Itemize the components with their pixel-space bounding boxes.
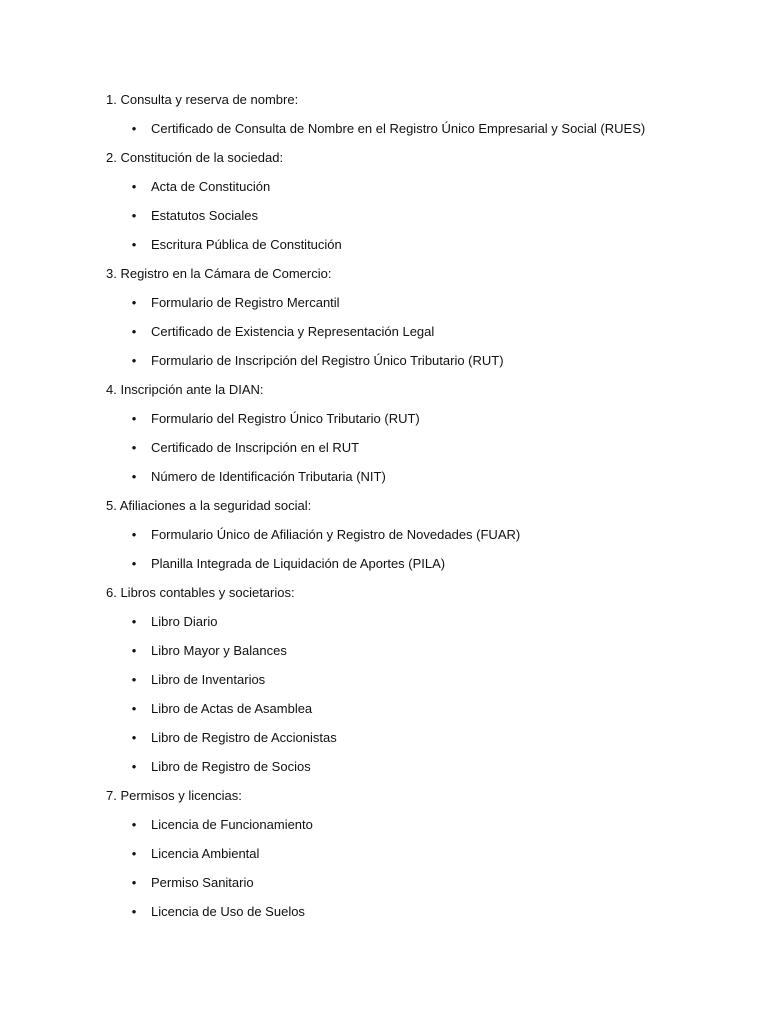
list-item <box>106 437 746 459</box>
list-item <box>106 205 746 227</box>
list-item-text: Planilla Integrada de Liquidación de Aportes (PILA) <box>151 556 446 571</box>
list-item <box>106 466 746 488</box>
section-list <box>106 611 746 778</box>
list-item <box>106 727 746 749</box>
section-heading: 3. Registro en la Cámara de Comercio: <box>106 266 332 281</box>
list-item-text: Libro de Actas de Asamblea <box>151 701 313 716</box>
list-item-text: Libro de Registro de Socios <box>151 759 311 774</box>
list-item <box>106 640 746 662</box>
list-item-text: Formulario Único de Afiliación y Registro de Novedades (FUAR) <box>151 527 521 542</box>
document-body <box>106 89 746 930</box>
list-item-text: Formulario del Registro Único Tributario (RUT) <box>151 411 420 426</box>
section-list <box>106 524 746 575</box>
section-heading: 2. Constitución de la sociedad: <box>106 150 284 165</box>
list-item <box>106 321 746 343</box>
list-item <box>106 814 746 836</box>
bullet-icon: • <box>131 875 137 890</box>
bullet-icon: • <box>131 411 137 426</box>
list-item <box>106 553 746 575</box>
list-item <box>106 350 746 372</box>
section-heading: 7. Permisos y licencias: <box>106 788 242 803</box>
bullet-icon: • <box>131 353 137 368</box>
section-heading: 4. Inscripción ante la DIAN: <box>106 382 264 397</box>
bullet-icon: • <box>131 527 137 542</box>
list-item <box>106 756 746 778</box>
bullet-icon: • <box>131 208 137 223</box>
list-item-text: Formulario de Registro Mercantil <box>151 295 340 310</box>
bullet-icon: • <box>131 846 137 861</box>
section-heading: 1. Consulta y reserva de nombre: <box>106 92 299 107</box>
bullet-icon: • <box>131 440 137 455</box>
list-item-text: Escritura Pública de Constitución <box>151 237 342 252</box>
section-list <box>106 118 746 140</box>
list-item <box>106 408 746 430</box>
section-heading: 6. Libros contables y societarios: <box>106 585 295 600</box>
bullet-icon: • <box>131 324 137 339</box>
list-item-text: Número de Identificación Tributaria (NIT) <box>151 469 386 484</box>
bullet-icon: • <box>131 556 137 571</box>
section-list <box>106 176 746 256</box>
bullet-icon: • <box>131 759 137 774</box>
list-item <box>106 901 746 923</box>
list-item <box>106 872 746 894</box>
bullet-icon: • <box>131 179 137 194</box>
list-item <box>106 234 746 256</box>
list-item-text: Libro Diario <box>151 614 218 629</box>
bullet-icon: • <box>131 121 137 136</box>
list-item-text: Licencia de Funcionamiento <box>151 817 313 832</box>
section-list <box>106 408 746 488</box>
section-list <box>106 292 746 372</box>
list-item-text: Libro Mayor y Balances <box>151 643 287 658</box>
bullet-icon: • <box>131 672 137 687</box>
list-item-text: Certificado de Consulta de Nombre en el Registro Único Empresarial y Social (RUES) <box>151 121 646 136</box>
bullet-icon: • <box>131 730 137 745</box>
list-item-text: Licencia Ambiental <box>151 846 260 861</box>
bullet-icon: • <box>131 614 137 629</box>
bullet-icon: • <box>131 643 137 658</box>
bullet-icon: • <box>131 817 137 832</box>
list-item-text: Acta de Constitución <box>151 179 271 194</box>
list-item <box>106 611 746 633</box>
list-item-text: Certificado de Inscripción en el RUT <box>151 440 360 455</box>
section-list <box>106 814 746 923</box>
list-item <box>106 118 746 140</box>
list-item-text: Libro de Inventarios <box>151 672 266 687</box>
section-heading: 5. Afiliaciones a la seguridad social: <box>106 498 312 513</box>
list-item-text: Permiso Sanitario <box>151 875 254 890</box>
list-item <box>106 698 746 720</box>
list-item-text: Libro de Registro de Accionistas <box>151 730 337 745</box>
list-item-text: Formulario de Inscripción del Registro Único Tributario (RUT) <box>151 353 504 368</box>
list-item <box>106 524 746 546</box>
list-item-text: Estatutos Sociales <box>151 208 258 223</box>
bullet-icon: • <box>131 295 137 310</box>
list-item-text: Certificado de Existencia y Representación Legal <box>151 324 435 339</box>
bullet-icon: • <box>131 469 137 484</box>
list-item <box>106 669 746 691</box>
list-item <box>106 843 746 865</box>
list-item-text: Licencia de Uso de Suelos <box>151 904 305 919</box>
list-item <box>106 292 746 314</box>
list-item <box>106 176 746 198</box>
bullet-icon: • <box>131 904 137 919</box>
bullet-icon: • <box>131 701 137 716</box>
bullet-icon: • <box>131 237 137 252</box>
